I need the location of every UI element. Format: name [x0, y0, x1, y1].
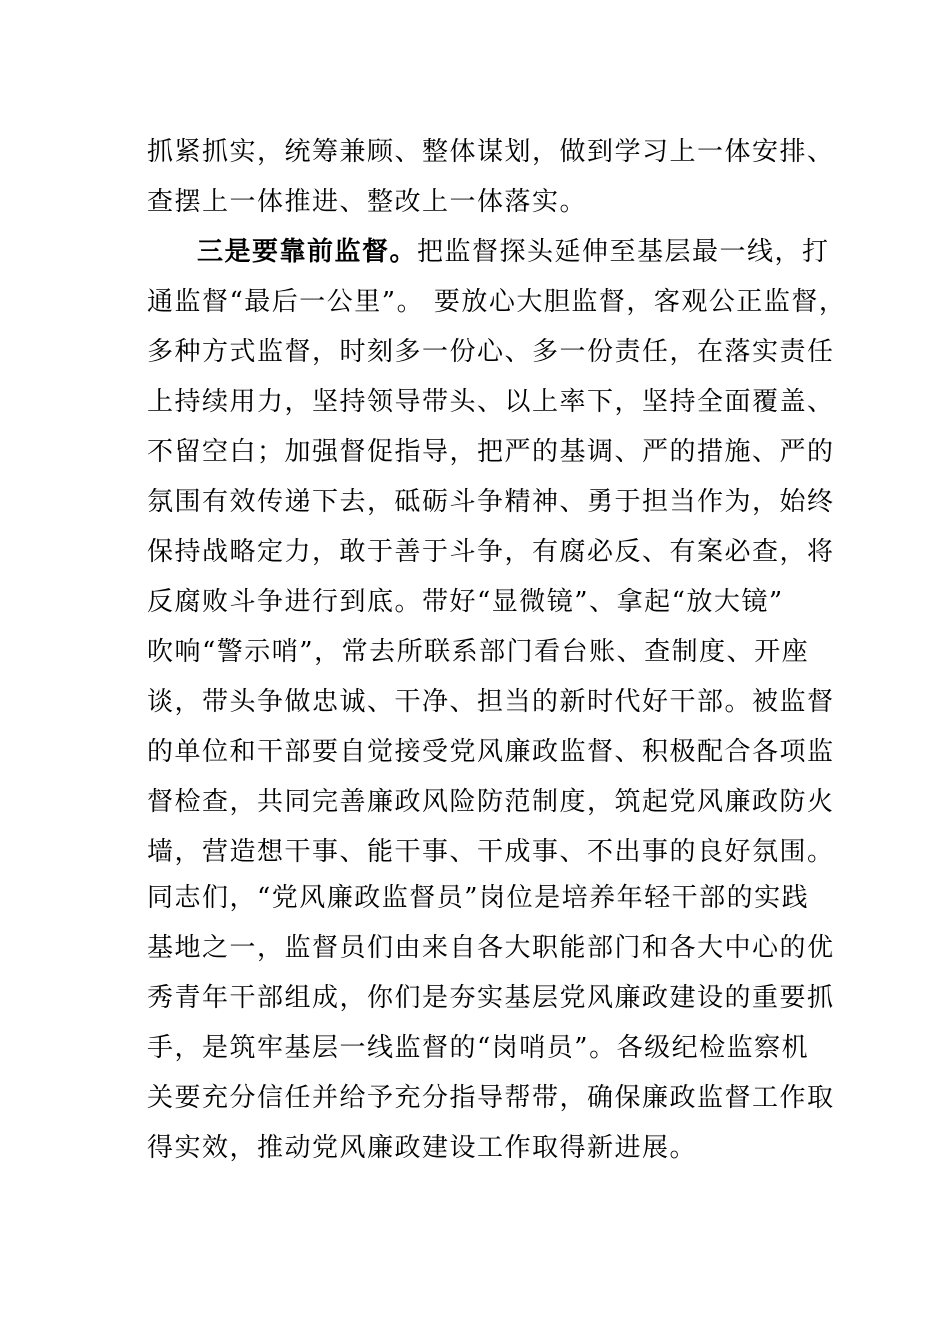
paragraph3-line-1: 同志们，“党风廉政监督员”岗位是培养年轻干部的实践: [147, 883, 810, 913]
paragraph3-line-2: 基地之一，监督员们由来自各大职能部门和各大中心的优: [147, 933, 835, 963]
paragraph2-heading: 三是要靠前监督。: [197, 237, 418, 267]
paragraph3-line-6: 得实效，推动党风廉政建设工作取得新进展。: [147, 1133, 698, 1163]
paragraph2-first-line: [197, 236, 830, 268]
paragraph2-line-7: 保持战略定力，敢于善于斗争，有腐必反、有案必查，将: [147, 537, 835, 567]
paragraph2-line-5: 不留空白；加强督促指导，把严的基调、严的措施、严的: [147, 437, 835, 467]
paragraph1-line-2: 查摆上一体推进、整改上一体落实。: [147, 187, 588, 217]
paragraph3-line-4: 手，是筑牢基层一线监督的“岗哨员”。各级纪检监察机: [147, 1033, 810, 1063]
paragraph2-line-8: 反腐败斗争进行到底。带好“显微镜”、拿起“放大镜”: [147, 587, 784, 617]
paragraph2-line-13: 墙，营造想干事、能干事、干成事、不出事的良好氛围。: [147, 837, 835, 867]
paragraph2-line-11: 的单位和干部要自觉接受党风廉政监督、积极配合各项监: [147, 737, 835, 767]
paragraph2-line-2: 通监督“最后一公里”。 要放心大胆监督，客观公正监督，: [147, 287, 847, 317]
paragraph2-first-line-text: 把监督探头延伸至基层最一线，打: [417, 237, 830, 267]
paragraph3-line-3: 秀青年干部组成，你们是夯实基层党风廉政建设的重要抓: [147, 983, 835, 1013]
paragraph2-line-10: 谈，带头争做忠诚、干净、担当的新时代好干部。被监督: [147, 687, 835, 717]
paragraph2-line-4: 上持续用力，坚持领导带头、以上率下，坚持全面覆盖、: [147, 387, 835, 417]
paragraph2-line-3: 多种方式监督，时刻多一份心、多一份责任，在落实责任: [147, 337, 835, 367]
paragraph2-line-6: 氛围有效传递下去，砥砺斗争精神、勇于担当作为，始终: [147, 487, 835, 517]
paragraph2-line-9: 吹响“警示哨”，常去所联系部门看台账、查制度、开座: [147, 637, 810, 667]
paragraph2-line-12: 督检查，共同完善廉政风险防范制度，筑起党风廉政防火: [147, 787, 835, 817]
paragraph3-line-5: 关要充分信任并给予充分指导帮带，确保廉政监督工作取: [147, 1083, 835, 1113]
paragraph1-line-1: 抓紧抓实，统筹兼顾、整体谋划，做到学习上一体安排、: [147, 137, 835, 167]
